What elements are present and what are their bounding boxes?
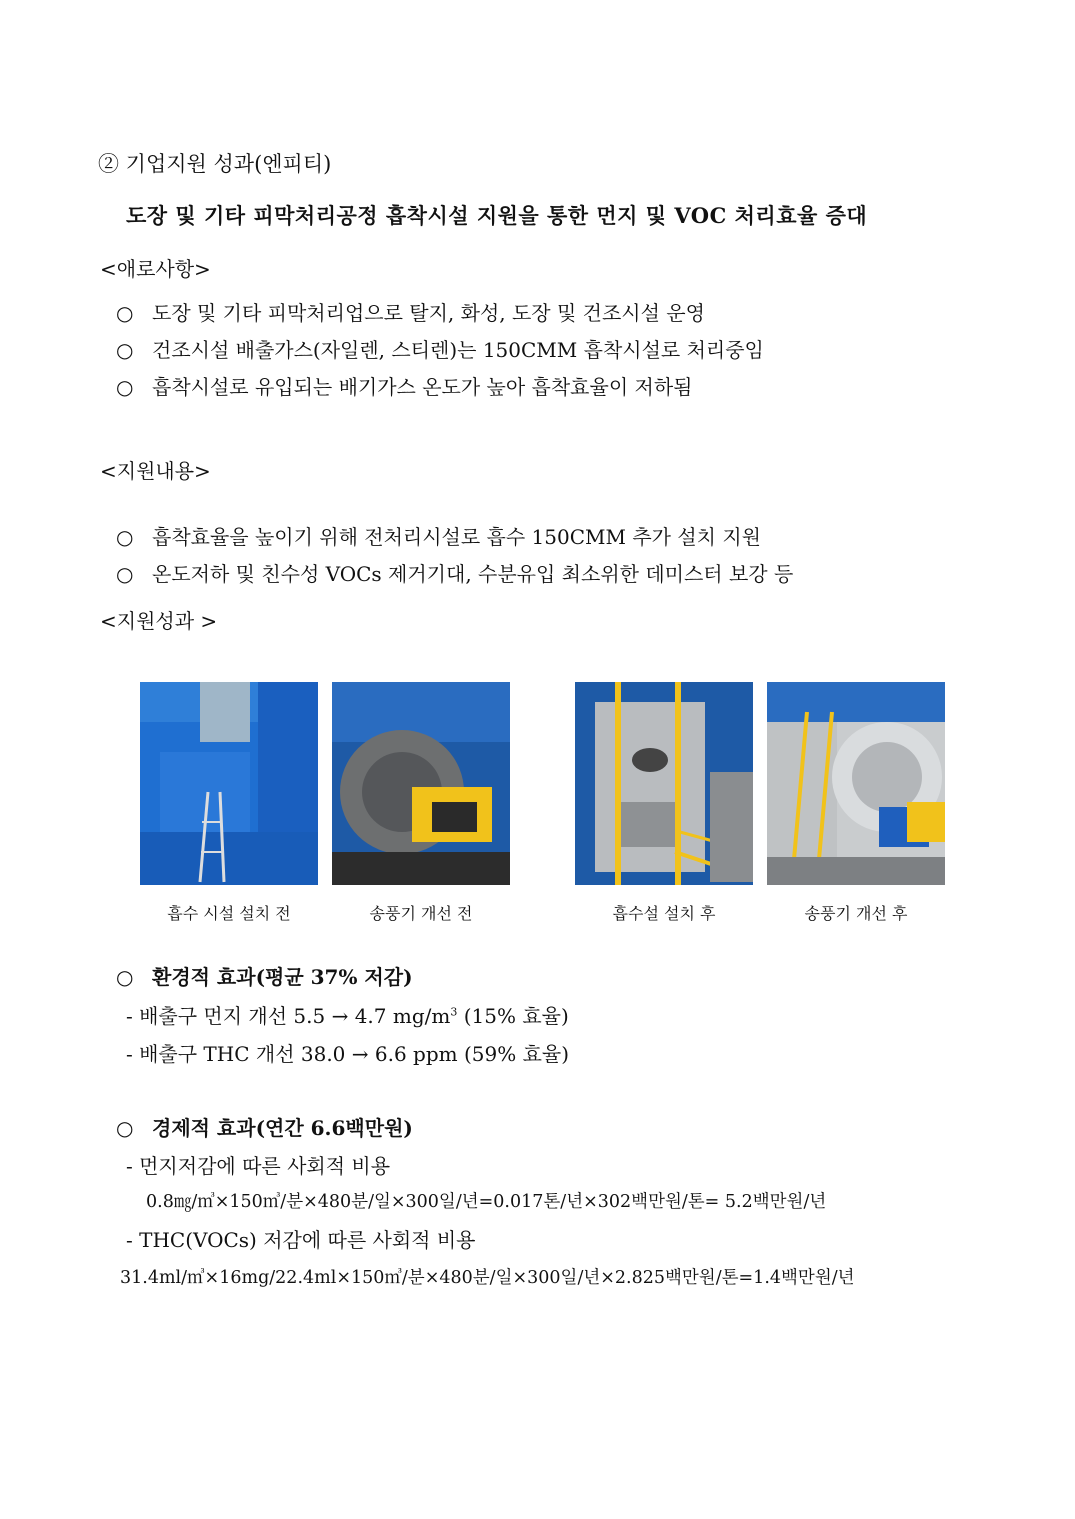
thc-cost-label: - THC(VOCs) 저감에 따른 사회적 비용 <box>126 1228 476 1252</box>
support-item <box>116 558 793 587</box>
support-item <box>116 521 761 550</box>
main-title: 도장 및 기타 피막처리공정 흡착시설 지원을 통한 먼지 및 VOC 처리효율 증대 <box>126 203 868 228</box>
photo-caption: 흡수설 설치 후 <box>612 904 716 923</box>
photo-blower-after <box>767 682 945 885</box>
dust-efficiency: (15% 효율) <box>457 1004 569 1028</box>
support-text: 흡착효율을 높이기 위해 전처리시설로 흡수 150CMM 추가 설치 지원 <box>152 525 761 549</box>
environmental-heading <box>116 961 413 990</box>
support-heading: <지원내용> <box>100 459 211 483</box>
bullet-circle-icon: ○ <box>116 1116 134 1140</box>
photo-blower-before <box>332 682 510 885</box>
economic-heading <box>116 1112 413 1141</box>
photo-absorber-after <box>575 682 753 885</box>
dust-cost-calculation: 0.8㎎/㎥×150㎥/분×480분/일×300일/년=0.017톤/년×302백만원/톤= 5.2백만원/년 <box>146 1192 827 1212</box>
dust-improvement-text: - 배출구 먼지 개선 5.5 → 4.7 mg/m <box>126 1004 451 1028</box>
dust-cost-label: - 먼지저감에 따른 사회적 비용 <box>126 1154 391 1178</box>
economic-heading-text: 경제적 효과(연간 6.6백만원) <box>152 1116 413 1140</box>
section-title: ② 기업지원 성과(엔피티) <box>98 152 332 176</box>
thc-improvement: - 배출구 THC 개선 38.0 → 6.6 ppm (59% 효율) <box>126 1042 570 1066</box>
bullet-circle-icon: ○ <box>116 375 134 399</box>
photo-caption: 송풍기 개선 전 <box>369 904 473 923</box>
unit-superscript: 3 <box>450 1005 458 1019</box>
difficulty-item <box>116 371 692 400</box>
difficulty-item <box>116 297 705 326</box>
difficulty-text: 도장 및 기타 피막처리업으로 탈지, 화성, 도장 및 건조시설 운영 <box>152 301 705 325</box>
bullet-circle-icon: ○ <box>116 338 134 362</box>
dust-improvement <box>126 1000 569 1029</box>
bullet-circle-icon: ○ <box>116 525 134 549</box>
difficulty-item <box>116 334 764 363</box>
bullet-circle-icon: ○ <box>116 965 134 989</box>
photo-absorber-before <box>140 682 318 885</box>
results-heading: <지원성과 > <box>100 609 218 633</box>
bullet-circle-icon: ○ <box>116 562 134 586</box>
difficulty-text: 건조시설 배출가스(자일렌, 스티렌)는 150CMM 흡착시설로 처리중임 <box>152 338 764 362</box>
difficulty-text: 흡착시설로 유입되는 배기가스 온도가 높아 흡착효율이 저하됨 <box>152 375 693 399</box>
difficulties-heading: <애로사항> <box>100 257 211 281</box>
photo-caption: 송풍기 개선 후 <box>804 904 908 923</box>
support-text: 온도저하 및 친수성 VOCs 제거기대, 수분유입 최소위한 데미스터 보강 등 <box>152 562 794 586</box>
photo-caption: 흡수 시설 설치 전 <box>167 904 291 923</box>
thc-cost-calculation: 31.4ml/㎥×16mg/22.4ml×150㎥/분×480분/일×300일/년×2.825백만원/톤=1.4백만원/년 <box>120 1268 855 1288</box>
bullet-circle-icon: ○ <box>116 301 134 325</box>
environmental-heading-text: 환경적 효과(평균 37% 저감) <box>152 965 413 989</box>
